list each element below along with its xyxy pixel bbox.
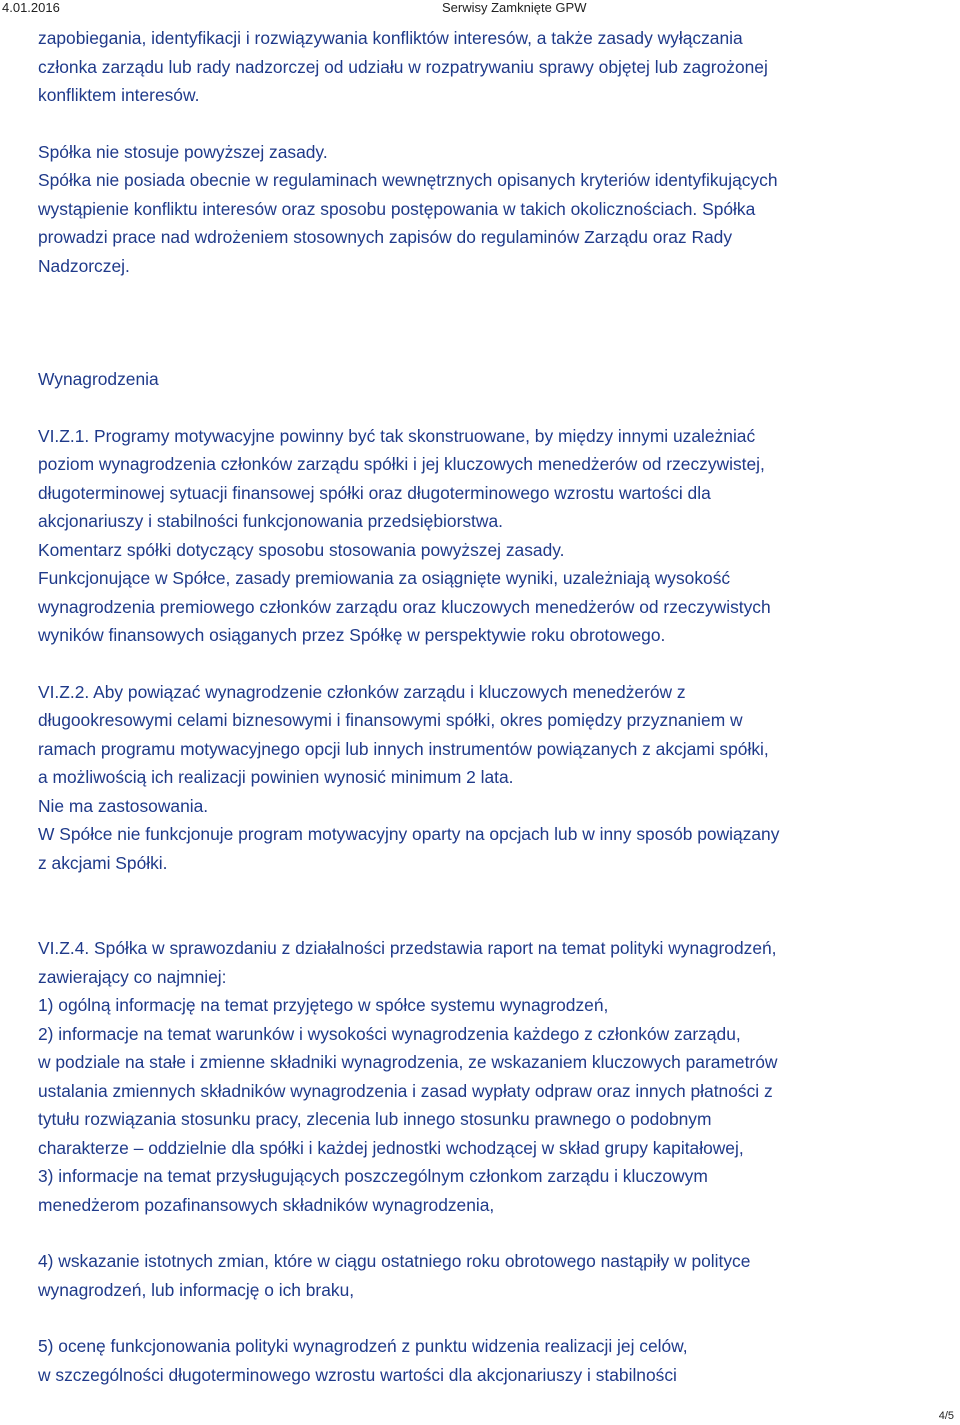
paragraph-vi-z-4-item-5: 5) ocenę funkcjonowania polityki wynagrodzeń z punktu widzenia realizacji jej celów, w szczególności długoterminowego wzrostu wartości dla akcjonariuszy i stabilności — [38, 1336, 688, 1385]
document-body — [38, 24, 928, 1389]
print-date: 4.01.2016 — [2, 0, 60, 15]
section-heading-remuneration: Wynagrodzenia — [38, 369, 159, 389]
paragraph-vi-z-2: VI.Z.2. Aby powiązać wynagrodzenie członków zarządu i kluczowych menedżerów z długookresowymi celami biznesowymi i finansowymi spółki, okres pomiędzy przyznaniem w ramach programu motywacyjnego opcji lub innych instrumentów powiązanych z akcjami spółki, a możliwością ich realizacji powinien wynosić minimum 2 lata. Nie ma zastosowania. W Spółce nie funkcjonuje program motywacyjny oparty na opcjach lub w inny sposób powiązany z akcjami Spółki. — [38, 681, 780, 873]
paragraph-conflict-comment: Spółka nie stosuje powyższej zasady. Spółka nie posiada obecnie w regulaminach wewnętrznych opisanych kryteriów identyfikujących wystąpienie konfliktu interesów oraz sposobu postępowania w takich okolicznościach. Spółka prowadzi prace nad wdrożeniem stosownych zapisów do regulaminów Zarządu oraz Rady Nadzorczej. — [38, 141, 778, 276]
page-number: 4/5 — [938, 1410, 954, 1422]
paragraph-vi-z-4-item-4: 4) wskazanie istotnych zmian, które w ciągu ostatniego roku obrotowego nastąpiły w polityce wynagrodzeń, lub informację o ich braku, — [38, 1251, 751, 1300]
page-header — [0, 0, 960, 18]
paragraph-conflict-rules: zapobiegania, identyfikacji i rozwiązywania konfliktów interesów, a także zasady wyłączania członka zarządu lub rady nadzorczej od udziału w rozpatrywaniu sprawy objętej lub zagrożonej konfliktem interesów. — [38, 28, 768, 105]
site-title: Serwisy Zamknięte GPW — [442, 0, 587, 15]
paragraph-vi-z-4: VI.Z.4. Spółka w sprawozdaniu z działalności przedstawia raport na temat polityki wynagrodzeń, zawierający co najmniej: 1) ogólną informację na temat przyjętego w spółce systemu wynagrodzeń, 2) informacje na temat warunków i wysokości wynagrodzenia każdego z członków zarządu, w podziale na stałe i zmienne składniki wynagrodzenia, ze wskazaniem kluczowych parametrów ustalania zmiennych składników wynagrodzenia i zasad wypłaty odpraw oraz innych płatności z tytułu rozwiązania stosunku pracy, zlecenia lub innego stosunku prawnego o podobnym charakterze – oddzielnie dla spółki i każdej jednostki wchodzącej w skład grupy kapitałowej, 3) informacje na temat przysługujących poszczególnym członkom zarządu i kluczowym menedżerom pozafinansowych składników wynagrodzenia, — [38, 938, 778, 1215]
paragraph-vi-z-1: VI.Z.1. Programy motywacyjne powinny być tak skonstruowane, by między innymi uzależniać poziom wynagrodzenia członków zarządu spółki i jej kluczowych menedżerów od rzeczywistej, długoterminowej sytuacji finansowej spółki oraz długoterminowego wzrostu wartości dla akcjonariuszy i stabilności funkcjonowania przedsiębiorstwa. Komentarz spółki dotyczący sposobu stosowania powyższej zasady. Funkcjonujące w Spółce, zasady premiowania za osiągnięte wyniki, uzależniają wysokość wynagrodzenia premiowego członków zarządu oraz kluczowych menedżerów od rzeczywistych wyników finansowych osiąganych przez Spółkę w perspektywie roku obrotowego. — [38, 425, 771, 645]
